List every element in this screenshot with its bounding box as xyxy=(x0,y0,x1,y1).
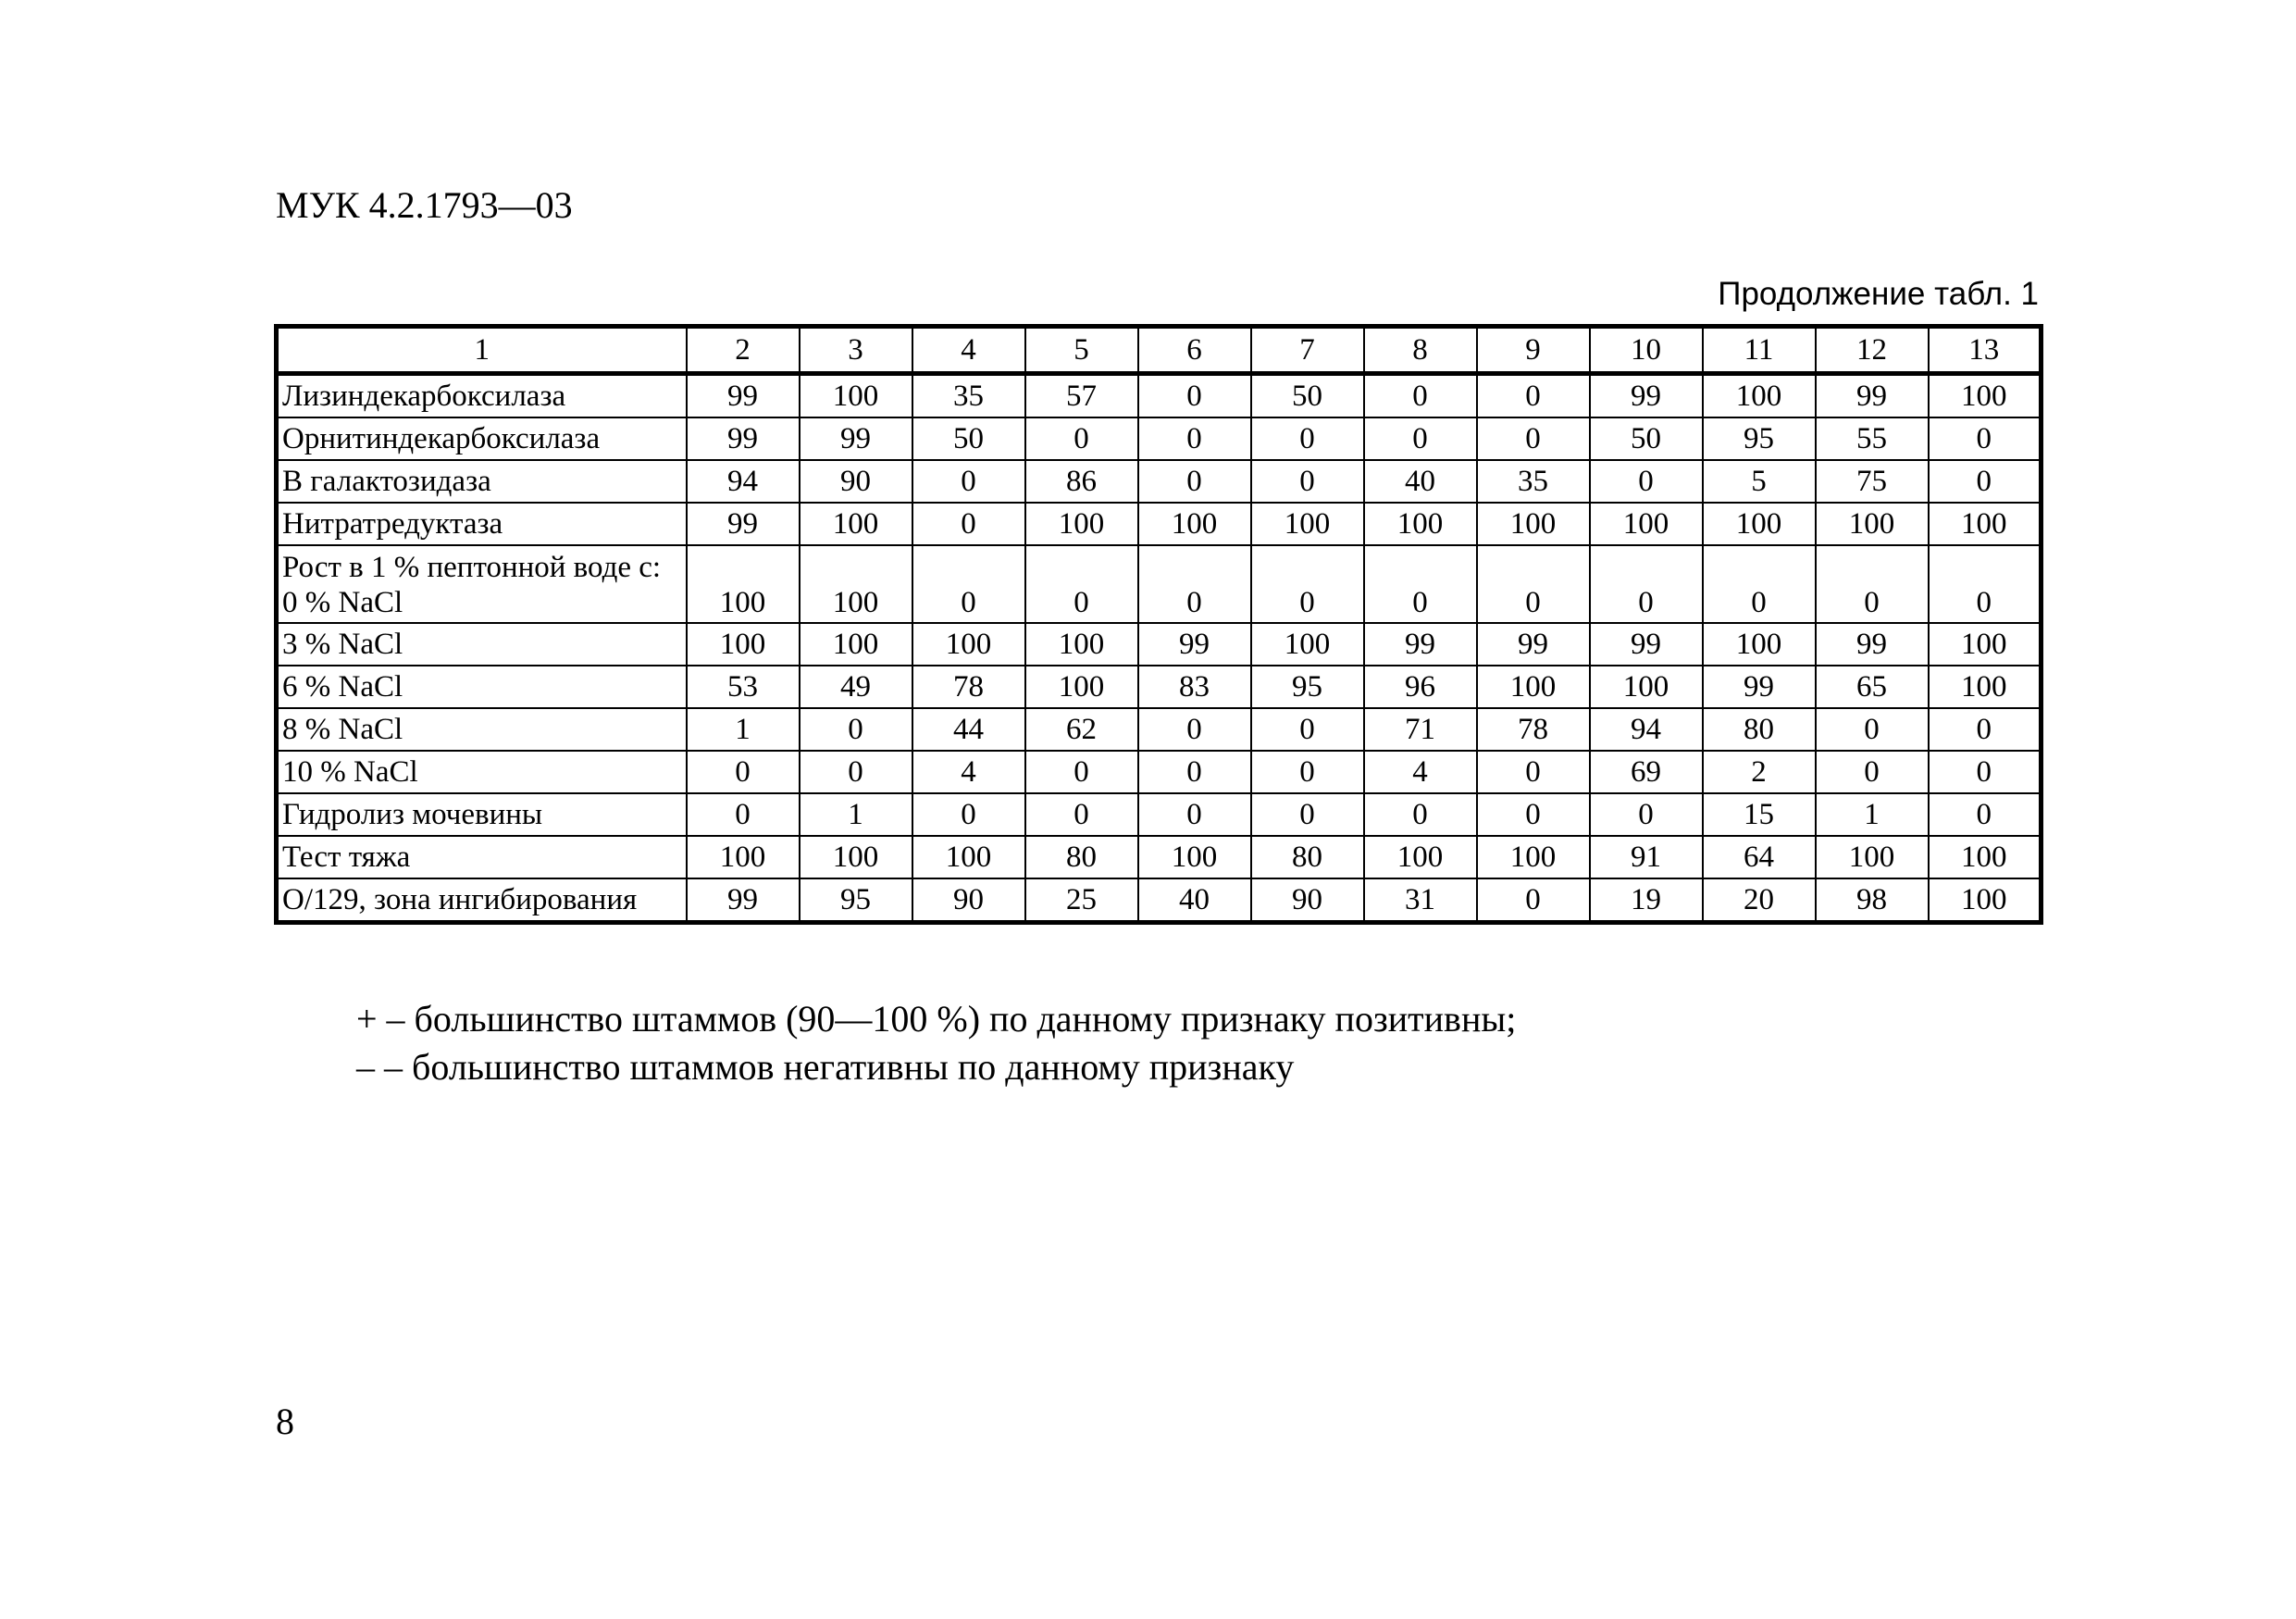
table-row xyxy=(277,708,2042,751)
row-label xyxy=(277,836,687,878)
row-label xyxy=(277,374,687,418)
row-label xyxy=(277,708,687,751)
table-cell: 99 xyxy=(1477,623,1590,666)
table-cell: 100 xyxy=(1477,666,1590,708)
table-cell: 1 xyxy=(687,708,800,751)
table-cell: 96 xyxy=(1364,666,1477,708)
table-cell: 100 xyxy=(1929,503,2042,545)
table-cell: 100 xyxy=(800,545,912,623)
column-header: 7 xyxy=(1251,327,1364,374)
row-label-text: 6 % NaCl xyxy=(282,670,403,704)
table-cell: 95 xyxy=(800,878,912,923)
column-header: 3 xyxy=(800,327,912,374)
table-cell: 100 xyxy=(1703,503,1816,545)
table-cell: 100 xyxy=(687,836,800,878)
table-cell: 0 xyxy=(1929,417,2042,460)
table-cell: 0 xyxy=(1590,545,1703,623)
table-cell: 0 xyxy=(687,751,800,793)
table-cell: 100 xyxy=(1703,623,1816,666)
row-label xyxy=(277,623,687,666)
table-cell: 100 xyxy=(687,623,800,666)
table-cell: 0 xyxy=(1477,878,1590,923)
table-cell: 100 xyxy=(1364,503,1477,545)
table-cell: 100 xyxy=(912,623,1025,666)
table-cell: 65 xyxy=(1816,666,1929,708)
table-cell: 83 xyxy=(1138,666,1251,708)
table-cell: 0 xyxy=(1251,793,1364,836)
table-cell: 69 xyxy=(1590,751,1703,793)
table-cell: 80 xyxy=(1703,708,1816,751)
table-row xyxy=(277,417,2042,460)
table-cell: 0 xyxy=(1364,793,1477,836)
table-cell: 0 xyxy=(1251,708,1364,751)
table-cell: 0 xyxy=(1138,417,1251,460)
table-cell: 0 xyxy=(912,545,1025,623)
table-cell: 78 xyxy=(1477,708,1590,751)
table-cell: 31 xyxy=(1364,878,1477,923)
table-row xyxy=(277,666,2042,708)
table-cell: 100 xyxy=(1816,836,1929,878)
table-cell: 90 xyxy=(800,460,912,503)
table-cell: 100 xyxy=(1025,503,1138,545)
table-cell: 100 xyxy=(1138,836,1251,878)
table-cell: 0 xyxy=(1590,460,1703,503)
table-cell: 0 xyxy=(1138,460,1251,503)
row-label-text: Гидролиз мочевины xyxy=(282,798,543,831)
table-cell: 50 xyxy=(1251,374,1364,418)
row-label-text: 3 % NaCl xyxy=(282,628,403,661)
table-cell: 99 xyxy=(1590,623,1703,666)
table-cell: 0 xyxy=(1929,708,2042,751)
table-cell: 25 xyxy=(1025,878,1138,923)
table-cell: 100 xyxy=(1590,503,1703,545)
table-cell: 100 xyxy=(1251,503,1364,545)
table-cell: 0 xyxy=(1138,708,1251,751)
table-cell: 0 xyxy=(1025,793,1138,836)
table-cell: 100 xyxy=(1703,374,1816,418)
document-code: МУК 4.2.1793—03 xyxy=(276,184,573,226)
column-header: 13 xyxy=(1929,327,2042,374)
table-cell: 0 xyxy=(912,503,1025,545)
table-cell: 100 xyxy=(1590,666,1703,708)
table-continuation-label: Продолжение табл. 1 xyxy=(1718,276,2039,312)
table-cell: 80 xyxy=(1025,836,1138,878)
table-cell: 94 xyxy=(687,460,800,503)
table-cell: 100 xyxy=(800,836,912,878)
table-header-row xyxy=(277,327,2042,374)
column-header: 1 xyxy=(277,327,687,374)
table-cell: 0 xyxy=(1929,793,2042,836)
table-cell: 35 xyxy=(1477,460,1590,503)
row-label xyxy=(277,878,687,923)
table-cell: 90 xyxy=(1251,878,1364,923)
table-cell: 0 xyxy=(1138,793,1251,836)
table-cell: 90 xyxy=(912,878,1025,923)
table-row xyxy=(277,503,2042,545)
table-cell: 99 xyxy=(800,417,912,460)
row-label-text: Лизиндекарбоксилаза xyxy=(282,380,566,413)
row-label xyxy=(277,793,687,836)
table-cell: 44 xyxy=(912,708,1025,751)
table-cell: 0 xyxy=(1929,545,2042,623)
table-cell: 1 xyxy=(800,793,912,836)
table-cell: 95 xyxy=(1703,417,1816,460)
table-cell: 0 xyxy=(1477,793,1590,836)
table-cell: 0 xyxy=(1025,417,1138,460)
note-negative: – – большинство штаммов негативны по данному признаку xyxy=(356,1046,1295,1088)
table-cell: 75 xyxy=(1816,460,1929,503)
table-cell: 1 xyxy=(1816,793,1929,836)
row-label-text: 8 % NaCl xyxy=(282,713,403,746)
table-cell: 5 xyxy=(1703,460,1816,503)
table-cell: 20 xyxy=(1703,878,1816,923)
table-cell: 0 xyxy=(1590,793,1703,836)
table-cell: 64 xyxy=(1703,836,1816,878)
row-label xyxy=(277,751,687,793)
column-header: 11 xyxy=(1703,327,1816,374)
table-cell: 100 xyxy=(1929,666,2042,708)
table-row xyxy=(277,623,2042,666)
table-cell: 100 xyxy=(1929,374,2042,418)
column-header: 12 xyxy=(1816,327,1929,374)
table-cell: 53 xyxy=(687,666,800,708)
table-cell: 0 xyxy=(1251,545,1364,623)
table-row xyxy=(277,545,2042,623)
table-cell: 78 xyxy=(912,666,1025,708)
table-cell: 0 xyxy=(912,793,1025,836)
note-positive: + – большинство штаммов (90—100 %) по данному признаку позитивны; xyxy=(356,998,1517,1040)
column-header: 9 xyxy=(1477,327,1590,374)
table-cell: 0 xyxy=(1477,374,1590,418)
table-cell: 99 xyxy=(687,503,800,545)
row-label xyxy=(277,503,687,545)
table-cell: 0 xyxy=(1477,545,1590,623)
table-cell: 99 xyxy=(1703,666,1816,708)
table-cell: 0 xyxy=(1138,751,1251,793)
table-cell: 100 xyxy=(1138,503,1251,545)
table-cell: 0 xyxy=(1025,751,1138,793)
table-cell: 100 xyxy=(1251,623,1364,666)
table-cell: 100 xyxy=(800,503,912,545)
table-cell: 100 xyxy=(1929,836,2042,878)
table-cell: 99 xyxy=(1816,374,1929,418)
table-cell: 94 xyxy=(1590,708,1703,751)
column-header: 4 xyxy=(912,327,1025,374)
table-row xyxy=(277,460,2042,503)
table-cell: 50 xyxy=(1590,417,1703,460)
table-cell: 99 xyxy=(687,374,800,418)
table-row xyxy=(277,793,2042,836)
table-cell: 100 xyxy=(1816,503,1929,545)
table-cell: 0 xyxy=(912,460,1025,503)
table-cell: 86 xyxy=(1025,460,1138,503)
table-cell: 100 xyxy=(687,545,800,623)
table-cell: 100 xyxy=(1025,666,1138,708)
column-header: 6 xyxy=(1138,327,1251,374)
table-cell: 0 xyxy=(800,708,912,751)
table-row xyxy=(277,878,2042,923)
table-cell: 4 xyxy=(1364,751,1477,793)
column-header: 5 xyxy=(1025,327,1138,374)
table-cell: 35 xyxy=(912,374,1025,418)
table-cell: 99 xyxy=(1816,623,1929,666)
column-header: 10 xyxy=(1590,327,1703,374)
table-cell: 0 xyxy=(1025,545,1138,623)
table-cell: 0 xyxy=(1477,417,1590,460)
row-label xyxy=(277,666,687,708)
table-cell: 0 xyxy=(1138,545,1251,623)
table-cell: 49 xyxy=(800,666,912,708)
table-cell: 55 xyxy=(1816,417,1929,460)
table-cell: 15 xyxy=(1703,793,1816,836)
table-cell: 0 xyxy=(1929,751,2042,793)
table-cell: 100 xyxy=(912,836,1025,878)
row-label-text: Рост в 1 % пептонной воде с: xyxy=(282,551,662,584)
table-cell: 0 xyxy=(1138,374,1251,418)
row-label xyxy=(277,417,687,460)
data-table-container xyxy=(274,324,2042,925)
row-label xyxy=(277,545,687,623)
row-label-text: Орнитиндекарбоксилаза xyxy=(282,422,601,455)
table-cell: 2 xyxy=(1703,751,1816,793)
table-cell: 19 xyxy=(1590,878,1703,923)
table-cell: 100 xyxy=(1477,503,1590,545)
column-header: 8 xyxy=(1364,327,1477,374)
table-cell: 0 xyxy=(1816,545,1929,623)
table-cell: 40 xyxy=(1364,460,1477,503)
table-row xyxy=(277,751,2042,793)
table-row xyxy=(277,836,2042,878)
table-cell: 99 xyxy=(1138,623,1251,666)
table-cell: 100 xyxy=(1929,623,2042,666)
table-cell: 95 xyxy=(1251,666,1364,708)
column-header: 2 xyxy=(687,327,800,374)
table-notes xyxy=(356,995,1516,1091)
page-number: 8 xyxy=(276,1401,294,1442)
table-cell: 100 xyxy=(1364,836,1477,878)
table-cell: 0 xyxy=(1364,374,1477,418)
table-cell: 4 xyxy=(912,751,1025,793)
row-label-text: Тест тяжа xyxy=(282,841,411,874)
table-cell: 0 xyxy=(800,751,912,793)
table-cell: 50 xyxy=(912,417,1025,460)
table-cell: 100 xyxy=(1929,878,2042,923)
table-cell: 0 xyxy=(1251,417,1364,460)
table-cell: 98 xyxy=(1816,878,1929,923)
row-label-text: Нитратредуктаза xyxy=(282,507,503,541)
table-cell: 0 xyxy=(1703,545,1816,623)
table-cell: 0 xyxy=(1251,751,1364,793)
table-cell: 0 xyxy=(1364,545,1477,623)
table-cell: 0 xyxy=(687,793,800,836)
table-row xyxy=(277,374,2042,418)
row-label-subtext: 0 % NaCl xyxy=(282,586,403,619)
table-cell: 0 xyxy=(1477,751,1590,793)
table-cell: 91 xyxy=(1590,836,1703,878)
table-cell: 0 xyxy=(1364,417,1477,460)
table-cell: 100 xyxy=(800,623,912,666)
table-cell: 99 xyxy=(1364,623,1477,666)
table-cell: 100 xyxy=(1477,836,1590,878)
table-cell: 0 xyxy=(1929,460,2042,503)
table-cell: 99 xyxy=(1590,374,1703,418)
table-cell: 100 xyxy=(800,374,912,418)
table-cell: 99 xyxy=(687,417,800,460)
row-label-text: 10 % NaCl xyxy=(282,755,418,789)
data-table xyxy=(274,324,2043,925)
row-label-text: О/129, зона ингибирования xyxy=(282,883,638,916)
table-cell: 80 xyxy=(1251,836,1364,878)
row-label-text: В галактозидаза xyxy=(282,465,491,498)
table-cell: 0 xyxy=(1816,708,1929,751)
table-cell: 100 xyxy=(1025,623,1138,666)
table-cell: 0 xyxy=(1251,460,1364,503)
row-label xyxy=(277,460,687,503)
table-cell: 99 xyxy=(687,878,800,923)
table-cell: 71 xyxy=(1364,708,1477,751)
table-cell: 57 xyxy=(1025,374,1138,418)
table-cell: 62 xyxy=(1025,708,1138,751)
table-cell: 40 xyxy=(1138,878,1251,923)
table-cell: 0 xyxy=(1816,751,1929,793)
